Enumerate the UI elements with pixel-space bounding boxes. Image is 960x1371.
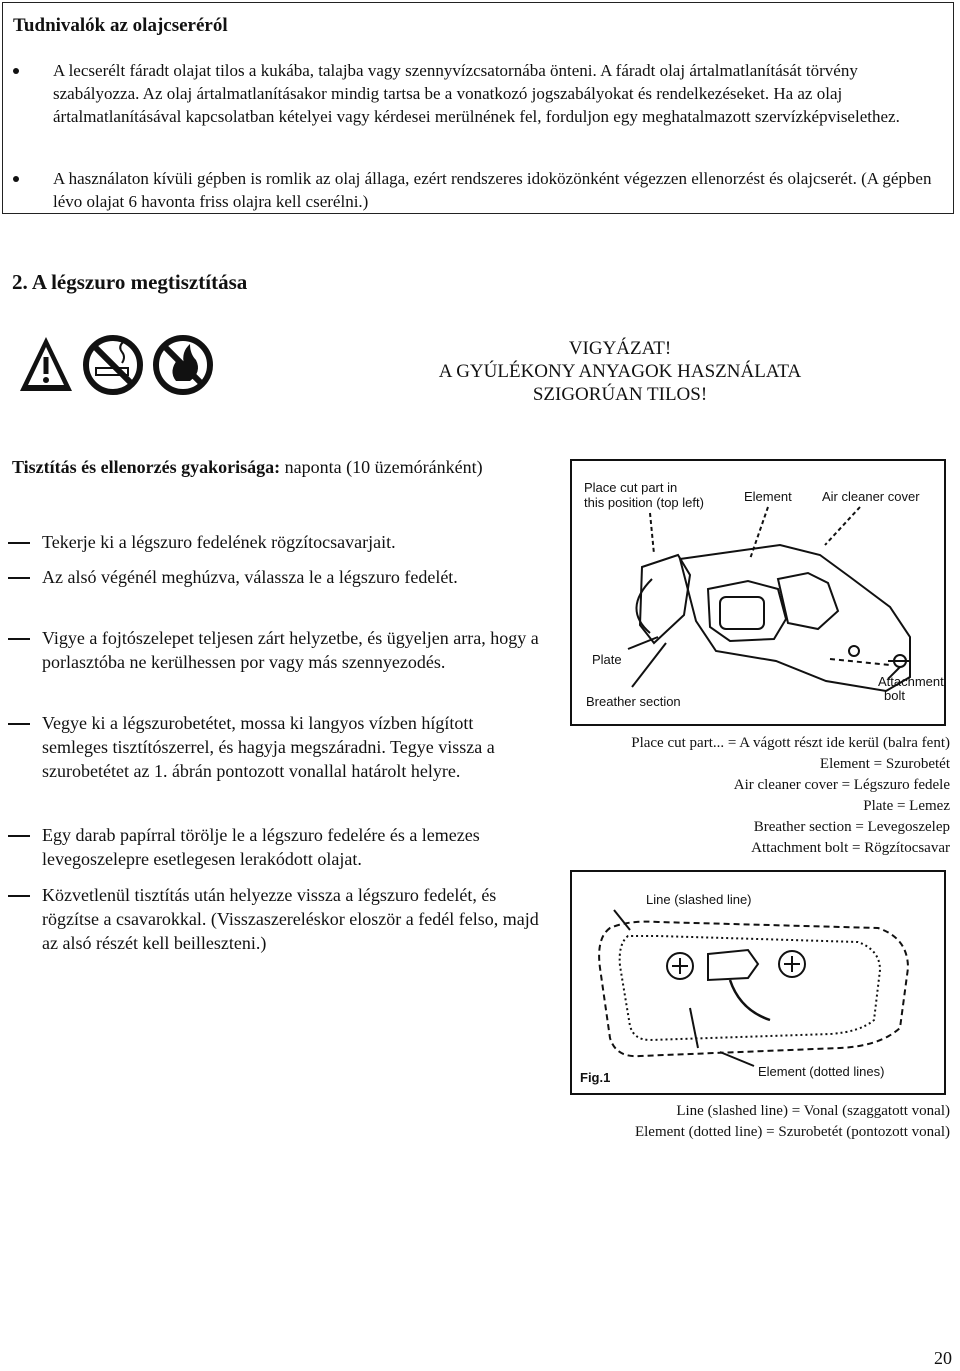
label-line: Line (slashed line) [646,892,752,907]
dash-icon [8,895,30,897]
dash-icon [8,835,30,837]
air-cleaner-figure [570,459,946,726]
step-item [42,823,542,871]
legend-line: Element (dotted line) = Szurobetét (pontozott vonal) [634,1124,950,1140]
step-text: Vegye ki a légszurobetétet, mossa ki langyos vízben hígított semleges tisztítószerrel, és hagyja megszáradni. Tegye vissza a szurobetétet az 1. ábrán pontozott vonallal határolt helyre. [42,713,495,781]
label-element-dotted: Element (dotted lines) [758,1064,885,1079]
step-item [42,530,542,554]
warning-line: VIGYÁZAT! [568,338,672,359]
dash-icon [8,723,30,725]
cleaning-frequency [12,455,502,480]
legend-line: Breather section = Levegoszelep [753,819,950,835]
warning-text [370,337,870,406]
step-text: Vigye a fojtószelepet teljesen zárt helyzetbe, és ügyeljen arra, hogy a porlasztóba ne kerülhessen por vagy más szennyezodés. [42,628,539,672]
step-text: Az alsó végénél meghúzva, válassza le a légszuro fedelét. [42,567,458,587]
label-place: Place cut part in [584,480,678,495]
notice-item [53,167,933,213]
legend-line: Place cut part... = A vágott részt ide kerül (balra fent) [631,735,950,751]
label-plate: Plate [592,652,622,667]
step-item [42,565,542,589]
label-element: Element [744,489,792,504]
notice-item-text: A használaton kívüli gépben is romlik az olaj állaga, ezért rendszeres idoközönként végezzen ellenorzést és olajcserét. (A gépben lévo olajat 6 havonta friss olajra kell cserélni.) [53,169,932,211]
element-placement-figure [570,870,946,1095]
warning-icons [18,333,218,399]
warning-line: A GYÚLÉKONY ANYAGOK HASZNÁLATA [438,361,802,382]
legend-bottom [530,1101,950,1143]
label-attach: Attachment [878,674,944,689]
legend-line: Line (slashed line) = Vonal (szaggatott vonal) [676,1103,950,1119]
bullet-icon [13,176,19,182]
label-cover: Air cleaner cover [822,489,920,504]
section-heading: 2. A légszuro megtisztítása [12,270,248,294]
page-number: 20 [934,1348,952,1368]
legend-line: Plate = Lemez [863,798,950,814]
notice-item-text: A lecserélt fáradt olajat tilos a kukába, talajba vagy szennyvízcsatornába önteni. A fáradt olaj ártalmatlanítását törvény szabályozza. Az olaj ártalmatlanításakor mindig tartsa be a vonatkozó jogszabályokat és rendelkezéseket. Ha az olaj ártalmatlanításával kapcsolatban kételyei vagy kérdesei merülnének fel, forduljon egy meghatalmazott szervízképviselethez. [53,61,900,126]
dash-icon [8,638,30,640]
frequency-value: naponta (10 üzemóránként) [280,457,483,477]
warning-line: SZIGORÚAN TILOS! [532,384,708,405]
label-fig: Fig.1 [580,1070,611,1085]
legend-line: Attachment bolt = Rögzítocsavar [751,840,950,856]
dash-icon [8,542,30,544]
notice-box [2,2,954,214]
legend-top [530,733,950,859]
label-attach2: bolt [884,688,905,703]
notice-item [53,59,933,128]
label-place2: this position (top left) [584,495,704,510]
no-smoking-icon [86,338,140,392]
label-breather: Breather section [586,694,681,709]
notice-title: Tudnivalók az olajcseréról [13,15,228,36]
step-text: Közvetlenül tisztítás után helyezze vissza a légszuro fedelét, és rögzítse a csavarokkal. (Visszaszereléskor eloször a fedél felso, majd az alsó részét kell beilleszteni.) [42,885,539,953]
bullet-icon [13,68,19,74]
legend-line: Element = Szurobetét [819,756,950,772]
step-text: Tekerje ki a légszuro fedelének rögzítocsavarjait. [42,532,396,552]
step-item [42,626,542,674]
no-open-flame-icon [156,338,210,392]
dash-icon [8,577,30,579]
step-item [42,711,542,783]
step-item [42,883,542,955]
step-text: Egy darab papírral törölje le a légszuro fedelére és a lemezes levegoszelepre esetlegesen lerakódott olajat. [42,825,480,869]
warning-triangle-icon [20,337,72,391]
legend-line: Air cleaner cover = Légszuro fedele [733,777,950,793]
frequency-label: Tisztítás és ellenorzés gyakorisága: [12,457,281,477]
